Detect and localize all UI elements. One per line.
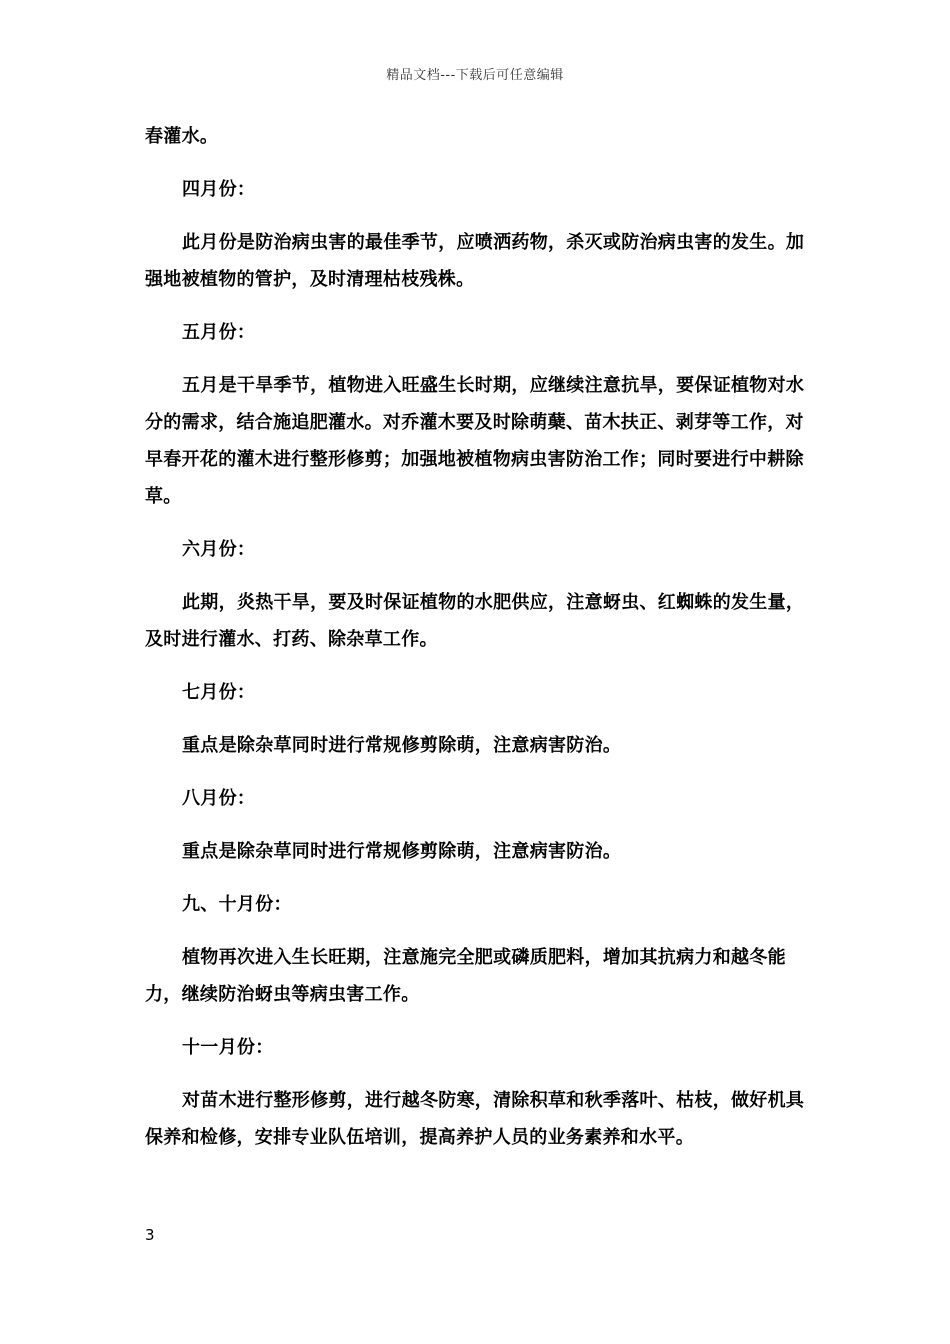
heading-november: 十一月份： (182, 1037, 274, 1058)
heading-june: 六月份： (182, 539, 256, 560)
paragraph-sep-oct: 植物再次进入生长旺期，注意施完全肥或磷质肥料，增加其抗病力和越冬能力，继续防治蚜虫等病虫害工作。 (145, 947, 786, 1005)
heading-may: 五月份： (182, 322, 256, 343)
heading-sep-oct: 九、十月份： (182, 894, 292, 915)
paragraph-november: 对苗木进行整形修剪，进行越冬防寒，清除积草和秋季落叶、枯枝，做好机具保养和检修，安排专业队伍培训，提高养护人员的业务素养和水平。 (145, 1090, 805, 1148)
page-number: 3 (145, 1226, 155, 1244)
paragraph-august: 重点是除杂草同时进行常规修剪除萌，注意病害防治。 (182, 841, 622, 862)
paragraph-june: 此期，炎热干旱，要及时保证植物的水肥供应，注意蚜虫、红蜘蛛的发生量，及时进行灌水、打药、除杂草工作。 (145, 592, 805, 650)
paragraph-may: 五月是干旱季节，植物进入旺盛生长时期，应继续注意抗旱，要保证植物对水分的需求，结合施追肥灌水。对乔灌木要及时除萌蘖、苗木扶正、剥芽等工作，对早春开花的灌木进行整形修剪；加强地被植物病虫害防治工作；同时要进行中耕除草。 (145, 375, 805, 507)
document-body (145, 118, 810, 1172)
heading-august: 八月份： (182, 788, 256, 809)
page-header: 精品文档---下载后可任意编辑 (386, 68, 564, 83)
heading-july: 七月份： (182, 682, 256, 703)
paragraph-april: 此月份是防治病虫害的最佳季节，应喷洒药物，杀灭或防治病虫害的发生。加强地被植物的管护，及时清理枯枝残株。 (145, 232, 805, 290)
paragraph-july: 重点是除杂草同时进行常规修剪除萌，注意病害防治。 (182, 735, 622, 756)
paragraph-continuation: 春灌水。 (145, 126, 219, 147)
heading-april: 四月份： (182, 179, 256, 200)
